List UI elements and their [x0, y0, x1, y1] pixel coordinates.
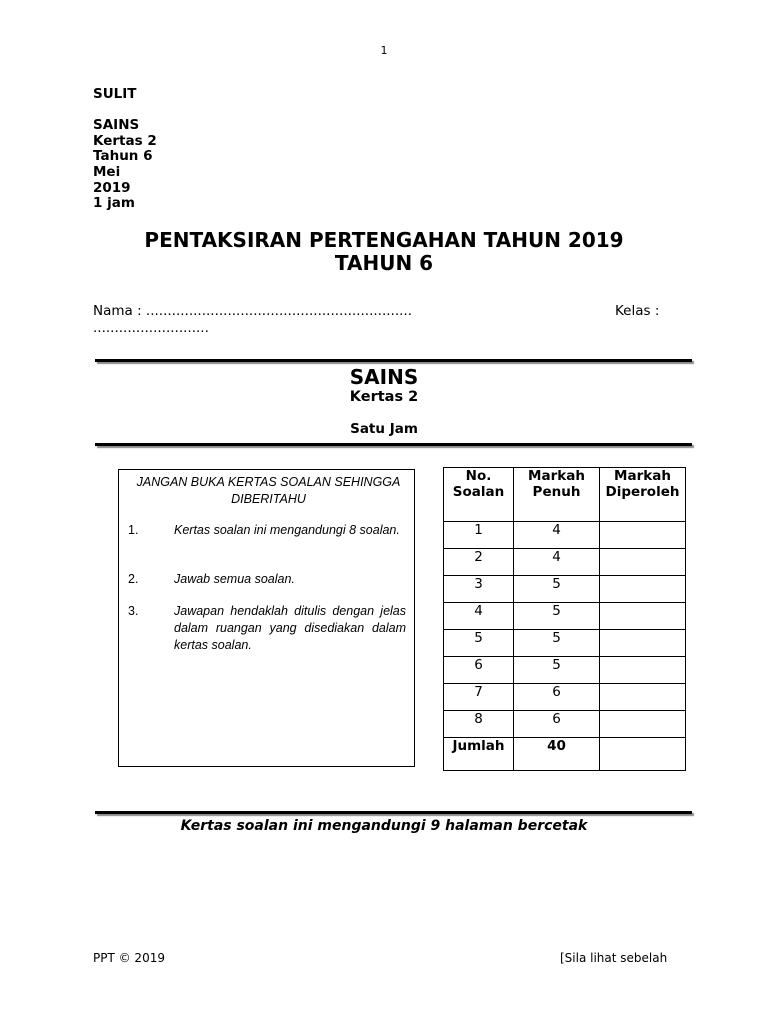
instruction-text: Kertas soalan ini mengandungi 8 soalan. [174, 523, 400, 537]
full-marks-cell: 4 [514, 549, 600, 576]
top-divider [95, 359, 692, 362]
copyright-footer: PPT © 2019 [93, 951, 165, 965]
table-row [444, 522, 686, 549]
paper-title: Kertas 2 [349, 389, 419, 405]
marks-table-header [444, 468, 686, 522]
exam-subtitle: TAHUN 6 [334, 251, 434, 275]
total-label: Jumlah [444, 738, 514, 771]
table-row [444, 711, 686, 738]
name-field: Nama : .............................................................. [93, 303, 412, 319]
marks-table [443, 467, 686, 771]
duration-title: Satu Jam [350, 421, 418, 437]
question-no-cell: 1 [444, 522, 514, 549]
instructions-box [118, 469, 415, 767]
duration-label: 1 jam [93, 195, 135, 212]
class-field-dots: ........................... [93, 320, 209, 336]
instruction-text: Jawapan hendaklah ditulis dengan jelas dalam ruangan yang disediakan dalam kertas soalan. [174, 604, 406, 652]
question-no-cell: 2 [444, 549, 514, 576]
table-row [444, 576, 686, 603]
obtained-marks-cell[interactable] [600, 684, 686, 711]
bottom-divider [95, 811, 692, 814]
total-obtained-marks[interactable] [600, 738, 686, 771]
question-no-cell: 6 [444, 657, 514, 684]
instruction-number: 3. [128, 604, 139, 618]
instruction-number: 2. [128, 572, 139, 586]
year-level-label: Tahun 6 [93, 148, 153, 165]
instruction-number: 1. [128, 523, 139, 537]
full-marks-cell: 5 [514, 657, 600, 684]
obtained-marks-cell[interactable] [600, 630, 686, 657]
paper-label: Kertas 2 [93, 132, 157, 149]
class-field-label: Kelas : [615, 303, 660, 319]
full-marks-cell: 5 [514, 603, 600, 630]
question-no-cell: 7 [444, 684, 514, 711]
full-marks-cell: 5 [514, 630, 600, 657]
confidential-label: SULIT [93, 86, 137, 102]
full-marks-cell: 6 [514, 711, 600, 738]
subject-title: SAINS [349, 365, 419, 389]
table-row [444, 684, 686, 711]
question-no-cell: 3 [444, 576, 514, 603]
header-full-marks: Markah Penuh [514, 468, 600, 522]
exam-title: PENTAKSIRAN PERTENGAHAN TAHUN 2019 [144, 228, 624, 252]
obtained-marks-cell[interactable] [600, 576, 686, 603]
month-label: Mei [93, 163, 121, 180]
total-row [444, 738, 686, 771]
header-question-no: No. Soalan [444, 468, 514, 522]
subject-label: SAINS [93, 117, 140, 134]
question-no-cell: 5 [444, 630, 514, 657]
table-row [444, 657, 686, 684]
instructions-title: JANGAN BUKA KERTAS SOALAN SEHINGGA DIBERITAHU [136, 475, 401, 506]
student-info-line [93, 303, 683, 337]
header-marks-obtained: Markah Diperoleh [600, 468, 686, 522]
paper-info-header [93, 87, 157, 212]
obtained-marks-cell[interactable] [600, 657, 686, 684]
full-marks-cell: 5 [514, 576, 600, 603]
question-no-cell: 4 [444, 603, 514, 630]
obtained-marks-cell[interactable] [600, 711, 686, 738]
obtained-marks-cell[interactable] [600, 522, 686, 549]
question-no-cell: 8 [444, 711, 514, 738]
obtained-marks-cell[interactable] [600, 603, 686, 630]
middle-divider [95, 443, 692, 446]
table-row [444, 603, 686, 630]
full-marks-cell: 4 [514, 522, 600, 549]
page-count-note: Kertas soalan ini mengandungi 9 halaman bercetak [180, 818, 588, 834]
obtained-marks-cell[interactable] [600, 549, 686, 576]
year-label: 2019 [93, 179, 131, 196]
total-full-marks: 40 [514, 738, 600, 771]
table-row [444, 549, 686, 576]
instruction-text: Jawab semua soalan. [174, 572, 295, 586]
next-page-footer: [Sila lihat sebelah [560, 951, 668, 965]
page-number: 1 [380, 44, 388, 57]
table-row [444, 630, 686, 657]
full-marks-cell: 6 [514, 684, 600, 711]
